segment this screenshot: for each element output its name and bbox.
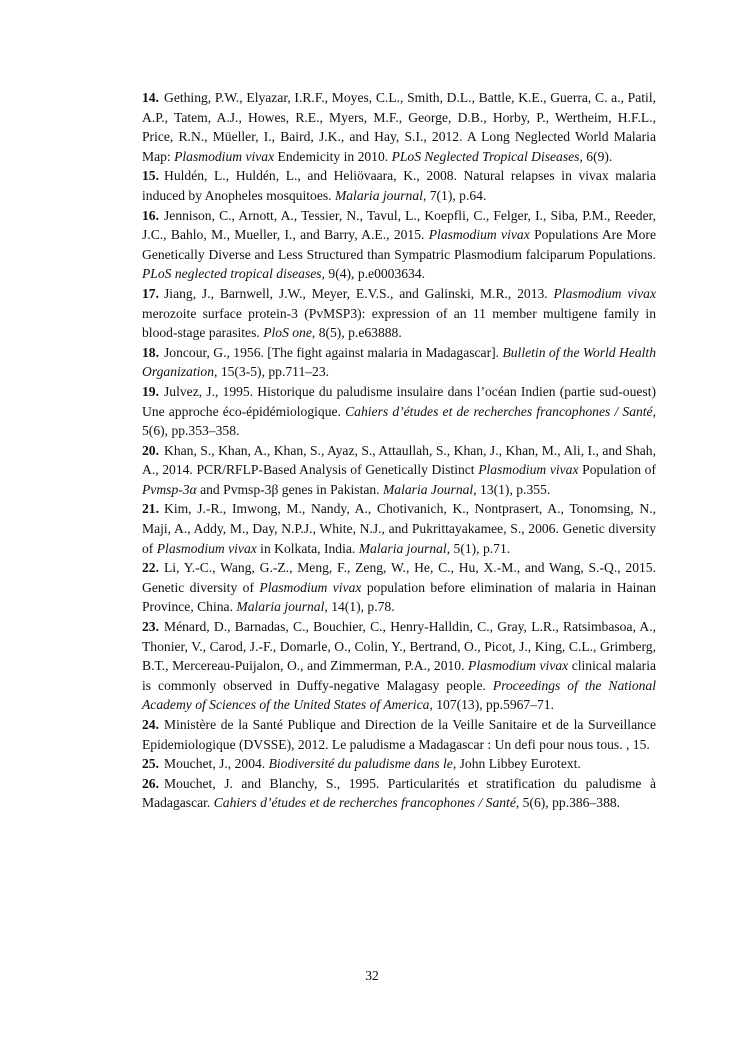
reference-entry <box>142 558 656 617</box>
reference-italic-text: Plasmodium vivax <box>428 227 530 243</box>
reference-text: Khan, S., Khan, A., Khan, S., Ayaz, S., Attaullah, S., Khan, J., Khan, M., Ali, I., and Shah, A., 2014. PCR/RFLP-Based Analysis of Genetically Distinct <box>142 442 656 478</box>
reference-number: 21. <box>142 501 159 517</box>
reference-number: 18. <box>142 344 159 360</box>
reference-entry <box>142 206 656 284</box>
reference-text: and Pvmsp-3β genes in Pakistan. <box>196 481 383 497</box>
reference-entry <box>142 343 656 382</box>
reference-italic-text: Malaria journal <box>358 540 447 556</box>
page-number: 32 <box>365 968 379 983</box>
reference-italic-text: Biodiversité du paludisme dans le <box>268 756 453 772</box>
reference-number: 14. <box>142 90 159 105</box>
reference-text: Populations Are More Genetically Diverse and Less Structured than Sympatric Plasmodium falciparum Populations. <box>142 227 656 262</box>
reference-italic-text: Cahiers d’études et de recherches francophones / Santé <box>345 403 653 419</box>
reference-italic-text: Pvmsp-3α <box>142 481 197 497</box>
reference-italic-text: Plasmodium vivax <box>468 658 569 674</box>
reference-italic-text: Proceedings of the National Academy of Sciences of the United States of America <box>142 677 656 713</box>
reference-entry <box>142 617 656 715</box>
reference-text: Mouchet, J. and Blanchy, S., 1995. Particularités et stratification du paludisme à Madagascar. <box>142 775 656 811</box>
reference-text: Jennison, C., Arnott, A., Tessier, N., Tavul, L., Koepfli, C., Felger, I., Siba, P.M., Reeder, J.C., Bahlo, M., Mueller, I., and Barry, A.E., 2015. <box>142 207 656 243</box>
reference-entry <box>142 774 656 813</box>
reference-text: , 8(5), p.e63888. <box>311 325 402 341</box>
reference-text: Jiang, J., Barnwell, J.W., Meyer, E.V.S., and Galinski, M.R., 2013. <box>164 285 554 301</box>
reference-number: 20. <box>142 442 159 458</box>
reference-text: , 6(9). <box>579 148 613 164</box>
reference-text: population before elimination of malaria in Hainan Province, China. <box>142 579 656 615</box>
reference-number: 23. <box>142 619 159 635</box>
reference-number: 15. <box>142 168 159 184</box>
reference-italic-text: Bulletin of the World Health Organization <box>142 344 657 380</box>
reference-italic-text: Plasmodium vivax <box>156 540 257 556</box>
reference-entry <box>142 284 656 343</box>
reference-text: Ministère de la Santé Publique and Direction de la Veille Sanitaire et de la Surveillance Epidemiologique (DVSSE), 2012. Le paludisme a Madagascar : Un defi pour nous tous. , 15. <box>142 717 656 752</box>
reference-text: Joncour, G., 1956. [The fight against malaria in Madagascar]. <box>164 344 503 360</box>
reference-text: merozoite surface protein-3 (PvMSP3): expression of an 11 member multigene family in blood-stage parasites. <box>142 305 656 341</box>
reference-number: 22. <box>142 560 159 576</box>
reference-text: , 5(6), pp.353–358. <box>142 403 656 439</box>
reference-text: , 107(13), pp.5967–71. <box>429 697 555 713</box>
reference-entry <box>142 382 656 441</box>
reference-italic-text: Malaria journal <box>334 187 423 203</box>
reference-number: 19. <box>142 383 159 399</box>
reference-entry <box>142 166 656 205</box>
reference-text: , 5(6), pp.386–388. <box>515 795 621 811</box>
reference-italic-text: Malaria journal <box>236 599 325 615</box>
reference-italic-text: Malaria Journal <box>382 481 474 497</box>
reference-text: , John Libbey Eurotext. <box>452 756 581 772</box>
reference-text: in Kolkata, India. <box>256 540 359 556</box>
reference-italic-text: Plasmodium vivax <box>478 462 579 478</box>
reference-entry <box>142 715 656 754</box>
reference-text: Julvez, J., 1995. Historique du paludisme insulaire dans l’océan Indien (partie sud-ouest) Une approche éco-épidémiologique. <box>142 383 656 419</box>
reference-italic-text: Plasmodium vivax <box>553 285 656 301</box>
reference-entry <box>142 499 656 558</box>
reference-text: , 7(1), p.64. <box>422 187 487 203</box>
reference-text: , 14(1), p.78. <box>324 599 395 615</box>
reference-number: 24. <box>142 717 159 732</box>
reference-italic-text: Cahiers d’études et de recherches francophones / Santé <box>213 795 516 811</box>
reference-italic-text: PloS one <box>263 325 312 341</box>
reference-list <box>142 88 656 813</box>
reference-italic-text: Plasmodium vivax <box>174 148 275 164</box>
reference-number: 17. <box>142 285 159 301</box>
reference-text: , 15(3-5), pp.711–23. <box>214 364 330 380</box>
reference-text: , 13(1), p.355. <box>473 481 551 497</box>
reference-italic-text: PLoS Neglected Tropical Diseases <box>391 148 580 164</box>
reference-italic-text: Plasmodium vivax <box>259 579 362 595</box>
reference-italic-text: PLoS neglected tropical diseases <box>142 266 322 282</box>
reference-text: Endemicity in 2010. <box>274 148 392 164</box>
reference-text: Mouchet, J., 2004. <box>164 756 269 772</box>
reference-text: Kim, J.-R., Imwong, M., Nandy, A., Chotivanich, K., Nontprasert, A., Tonomsing, N., Maji, A., Addy, M., Day, N.P.J., White, N.J., and Pukrittayakamee, S., 2006. Genetic diversity of <box>142 501 656 556</box>
reference-text: , 5(1), p.71. <box>446 540 511 556</box>
reference-entry <box>142 754 656 774</box>
reference-text: Ménard, D., Barnadas, C., Bouchier, C., Henry-Halldin, C., Gray, L.R., Ratsimbasoa, A., Thonier, V., Carod, J.-F., Domarle, O., Colin, Y., Bertrand, O., Picot, J., King, C.L., Grimberg, B.T., Mercereau-Puijalon, O., and Zimmerman, P.A., 2010. <box>142 619 656 674</box>
reference-number: 16. <box>142 207 159 223</box>
reference-text: Gething, P.W., Elyazar, I.R.F., Moyes, C.L., Smith, D.L., Battle, K.E., Guerra, C. a., Patil, A.P., Tatem, A.J., Howes, R.E., Myers, M.F., George, D.B., Horby, P., Wertheim, H.F.L., Price, R.N., Müeller, I., Baird, J.K., and Hay, S.I., 2012. A Long Neglected World Malaria Map: <box>142 90 656 164</box>
reference-text: clinical malaria is commonly observed in Duffy-negative Malagasy people. <box>142 658 657 693</box>
reference-text: Population of <box>578 462 657 478</box>
reference-entry <box>142 441 656 500</box>
reference-text: , 9(4), p.e0003634. <box>321 266 426 282</box>
reference-text: Huldén, L., Huldén, L., and Heliövaara, K., 2008. Natural relapses in vivax malaria induced by Anopheles mosquitoes. <box>142 168 656 203</box>
reference-entry <box>142 88 656 166</box>
reference-number: 25. <box>142 756 159 772</box>
reference-number: 26. <box>142 775 159 791</box>
reference-text: Li, Y.-C., Wang, G.-Z., Meng, F., Zeng, W., He, C., Hu, X.-M., and Wang, S.-Q., 2015. Genetic diversity of <box>142 560 656 595</box>
